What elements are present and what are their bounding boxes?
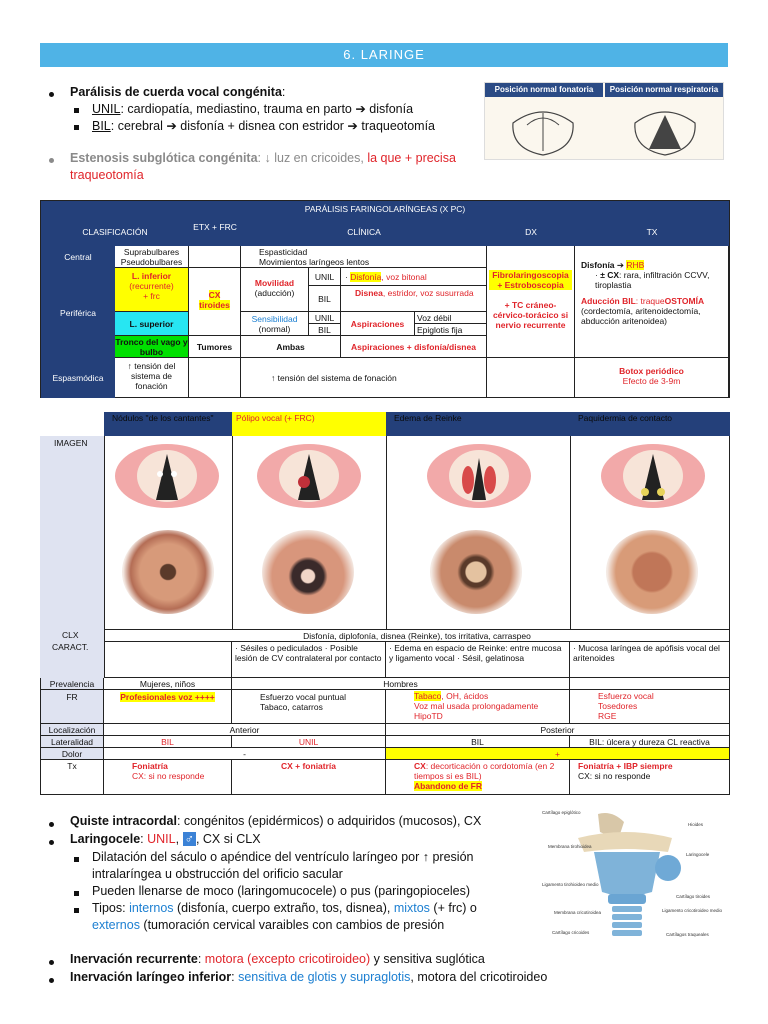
label-imagen: IMAGEN xyxy=(54,438,88,448)
prev-b: Hombres xyxy=(232,678,570,690)
quiste-line xyxy=(70,813,481,830)
espasmodica-blank xyxy=(189,358,241,398)
dx-tc: + TC cráneo-cérvico-torácico si nervio recurrente xyxy=(492,300,569,330)
square-bullet xyxy=(74,857,79,862)
disnea-text: , estridor, voz susurrada xyxy=(382,288,474,298)
tx-cx: ± CX xyxy=(600,270,620,280)
botox-label: Botox periódico xyxy=(619,366,684,376)
lat-c: BIL xyxy=(386,736,570,748)
laringocele-unil: UNIL xyxy=(147,832,176,846)
fr-c1b: , OH, ácidos xyxy=(441,691,489,701)
h-tx: TX xyxy=(575,218,729,246)
movilidad-label: Movilidad xyxy=(254,278,295,288)
tx-ostomia: OSTOMÍA xyxy=(664,296,705,306)
tipo-externos: externos xyxy=(92,918,140,932)
label-dolor: Dolor xyxy=(40,748,104,760)
nodulos-photo xyxy=(122,530,214,614)
cx-label: CX xyxy=(208,290,221,300)
central-tipos xyxy=(115,246,189,268)
label-caract: CARACT. xyxy=(52,642,89,652)
lat-b: UNIL xyxy=(232,736,386,748)
inervacion1-sensitiva: y sensitiva suglótica xyxy=(370,952,485,966)
tx-aduccion: Aducción BIL xyxy=(581,296,636,306)
polipo-photo xyxy=(262,530,354,614)
aspiraciones-disfonia xyxy=(341,336,487,358)
fr-a-text: Profesionales voz ++++ xyxy=(120,692,215,702)
prev-a: Mujeres, niños xyxy=(104,678,232,690)
h-etx: ETX + FRC xyxy=(189,218,241,246)
h-clinica: CLÍNICA xyxy=(241,218,487,246)
tx-cordectomia: (cordectomía, aritenoidectomía, abducción aritenoidea) xyxy=(581,306,701,326)
sensibilidad-label: Sensibilidad xyxy=(251,314,298,324)
tipo-mixtos-text: (+ frc) o xyxy=(429,901,477,915)
espasticidad: Espasticidad xyxy=(259,247,308,257)
tx-botox xyxy=(575,358,729,398)
loc-b: Posterior xyxy=(386,724,730,736)
inervacion-recurrente: Inervación recurrente: motora (excepto cricotiroideo) y sensitiva suglótica xyxy=(70,952,485,966)
bullet xyxy=(49,960,54,965)
label-lateralidad: Lateralidad xyxy=(40,736,104,748)
paquidermia-illustration xyxy=(598,440,708,510)
l-inferior-frc: + frc xyxy=(143,291,160,301)
cx-tiroides xyxy=(189,268,241,336)
disnea: Disnea xyxy=(355,288,383,298)
bil-cell-2: BIL xyxy=(309,324,341,336)
car-c: · Edema en espacio de Reinke: entre mucosa y ligamento vocal · Sésil, gelatinosa xyxy=(386,642,570,678)
label-prevalencia: Prevalencia xyxy=(40,678,104,690)
col-paquidermia: Paquidermia de contacto xyxy=(570,412,730,436)
inervacion2-sensitiva: sensitiva de glotis y supraglotis xyxy=(238,970,411,984)
tipo-internos-text: (disfonía, cuerpo extraño, tos, disnea), xyxy=(173,901,394,915)
paquidermia-photo xyxy=(606,530,698,614)
central-etx xyxy=(189,246,241,268)
disfonia-cell: · Disfonía, voz bitonal xyxy=(341,268,487,286)
unil-text: : cardiopatía, mediastino, trauma en parto ➔ disfonía xyxy=(120,102,414,116)
estenosis-highlight: la que + precisa traqueotomía xyxy=(70,151,456,182)
car-d: · Mucosa laríngea de apófisis vocal del aritenoides xyxy=(570,642,730,678)
col-polipo: Pólipo vocal (+ FRC) xyxy=(232,412,386,436)
lat-a: BIL xyxy=(104,736,232,748)
suprabulbares: Suprabulbares xyxy=(123,247,180,257)
row-periferica: Periférica xyxy=(41,268,115,358)
dx-blank xyxy=(487,358,575,398)
tx-d2: CX: si no responde xyxy=(578,771,651,781)
fr-b1: Esfuerzo vocal puntual xyxy=(260,692,346,702)
dx-fibrolaringoscopia: Fibrolaringoscopia + Estroboscopia xyxy=(489,270,572,290)
l-inferior xyxy=(115,268,189,312)
bil-cell: BIL xyxy=(309,286,341,312)
quiste-title: Quiste intracordal xyxy=(70,814,177,828)
efecto-label: Efecto de 3-9m xyxy=(622,376,681,386)
male-icon: ♂ xyxy=(184,832,194,846)
square-bullet xyxy=(74,891,79,896)
tabla1-title: PARÁLISIS FARINGOLARÍNGEAS (X PC) xyxy=(41,201,729,218)
label-tx: Tx xyxy=(40,760,104,795)
bullet xyxy=(49,92,54,97)
divider xyxy=(386,436,387,630)
figure-header-fonatoria: Posición normal fonatoria xyxy=(485,83,603,97)
fr-b2: Tabaco, catarros xyxy=(260,702,323,712)
voz-bitonal: , voz bitonal xyxy=(381,272,427,282)
tipo-externos-text: (tumoración cervical varaibles con cambios de presión xyxy=(139,918,445,932)
unil-cell: UNIL xyxy=(309,268,341,286)
unil-line xyxy=(92,101,413,118)
h-clasificacion: CLASIFICACIÓN xyxy=(41,218,189,246)
bullet xyxy=(49,822,54,827)
dx-cell xyxy=(487,246,575,358)
aspiraciones xyxy=(341,312,415,336)
espasmodica-clinica: ↑ tensión del sistema de fonación xyxy=(241,358,487,398)
col-reinke: Edema de Reinke xyxy=(386,412,570,436)
inervacion2-title: Inervación laríngeo inferior xyxy=(70,970,232,984)
estenosis-text: : ↓ luz en cricoides, xyxy=(257,151,368,165)
row-central: Central xyxy=(41,246,115,268)
prev-c xyxy=(570,678,730,690)
label-fr: FR xyxy=(40,690,104,724)
tx-disfonia: Disfonía xyxy=(581,260,615,270)
loc-a: Anterior xyxy=(104,724,386,736)
glottis-figure xyxy=(484,82,724,160)
label-laringocele: Laringocele xyxy=(686,852,710,857)
ambas: Ambas xyxy=(241,336,341,358)
reinke-photo xyxy=(430,530,522,614)
label-localizacion: Localización xyxy=(40,724,104,736)
tx-c xyxy=(386,760,570,795)
laringocele-title: Laringocele xyxy=(70,832,141,846)
fr-d2: Tosedores xyxy=(598,701,638,711)
tx-c2: Abandono de FR xyxy=(414,781,482,791)
label-tiroides: Cartílago tiroides xyxy=(676,894,711,899)
estenosis-line xyxy=(70,150,480,184)
paralisis-congenita: Parálisis de cuerda vocal congénita: xyxy=(70,85,286,99)
reinke-illustration xyxy=(424,440,534,510)
square-bullet xyxy=(74,108,79,113)
l-superior-label: L. superior xyxy=(129,319,174,329)
divider xyxy=(570,436,571,630)
label-cricoides: Cartílago cricoides xyxy=(552,930,590,935)
tx-d xyxy=(570,760,730,795)
inervacion1-title: Inervación recurrente xyxy=(70,952,198,966)
tabla-lesiones xyxy=(40,412,730,795)
polipo-illustration xyxy=(254,440,364,510)
espasmodica-etx: ↑ tensión del sistema de fonación xyxy=(115,358,189,398)
aspiraciones-label: Aspiraciones xyxy=(350,319,405,329)
fr-c2: Voz mal usada prolongadamente xyxy=(414,701,539,711)
l-superior xyxy=(115,312,189,336)
tipo-mixtos: mixtos xyxy=(393,901,430,915)
tronco-label: Tronco del vago y bulbo xyxy=(115,337,188,357)
quiste-text: : congénitos (epidérmicos) o adquiridos (mucosos), CX xyxy=(176,814,482,828)
label-lig-cricotiroideo: Ligamento cricotiroideo medio xyxy=(662,908,723,913)
unil-cell-2: UNIL xyxy=(309,312,341,324)
bil-key: BIL xyxy=(92,119,111,133)
page-title: 6. LARINGE xyxy=(40,43,728,67)
bil-line xyxy=(92,118,435,135)
inervacion1-motora: motora (excepto cricotiroideo) xyxy=(204,952,371,966)
label-cricotiroidea: Membrana cricotiroidea xyxy=(554,910,602,915)
tx-cx-text: : rara, infiltración CCVV, tiroplastia xyxy=(595,270,710,290)
car-b: · Sésiles o pediculados · Posible lesión de CV contralateral por contacto xyxy=(232,642,386,678)
dol-a: - xyxy=(104,748,386,760)
tx-cell: Disfonía ➔ RHB · ± CX: rara, infiltración CCVV, tiroplastia Aducción BIL: traqueOSTOMÍA (cordectomía, aritenoidectomía, abducción aritenoidea) xyxy=(575,246,729,358)
l-inferior-label: L. inferior xyxy=(131,271,172,281)
laringocele-sub1: Dilatación del sáculo o apéndice del ventrículo laríngeo por ↑ presión intralaríngea u obstrucción del orificio sacular xyxy=(92,850,474,881)
movimientos-lentos: Movimientos laríngeos lentos xyxy=(259,257,370,267)
h-dx: DX xyxy=(487,218,575,246)
bullet xyxy=(49,978,54,983)
tx-a1: Foniatría xyxy=(132,761,168,771)
tx-d1: Foniatría + IBP siempre xyxy=(578,761,673,771)
nodulos-illustration xyxy=(112,440,222,510)
aspiraciones-disfonia-label: Aspiraciones + disfonía/disnea xyxy=(351,342,476,352)
tipo-internos: internos xyxy=(129,901,174,915)
car-a xyxy=(104,642,232,678)
l-inferior-recurrente: (recurrente) xyxy=(129,281,174,291)
inervacion-laringeo: Inervación laríngeo inferior: sensitiva de glotis y supraglotis, motora del cricotiroideo xyxy=(70,970,548,984)
fr-d xyxy=(570,690,730,724)
aduccion-label: (aducción) xyxy=(254,288,295,298)
movilidad xyxy=(241,268,309,312)
clx-text: Disfonía, diplofonía, disnea (Reinke), tos irritativa, carraspeo xyxy=(104,630,730,642)
sensibilidad xyxy=(241,312,309,336)
label-traqueales: Cartílagos traqueales xyxy=(666,932,709,937)
fr-d3: RGE xyxy=(598,711,617,721)
inervacion2-motora: , motora del cricotiroideo xyxy=(410,970,548,984)
estenosis-title: Estenosis subglótica congénita xyxy=(70,151,258,165)
paralisis-title: Parálisis de cuerda vocal congénita xyxy=(70,85,282,99)
fr-c xyxy=(386,690,570,724)
tx-c1b: : decorticación o cordotomía (en 2 tiempos si es BIL) xyxy=(414,761,555,781)
laringocele-sub2: Pueden llenarse de moco (laringomucocele) o pus (paringopioceles) xyxy=(92,884,470,898)
dol-b: + xyxy=(386,748,730,760)
epiglotis-fija: Epiglotis fija xyxy=(415,324,487,336)
tx-a2: CX: si no responde xyxy=(132,771,205,781)
laringocele-line: Laringocele: UNIL, ♂ , CX si CLX xyxy=(70,832,261,846)
row-espasmodica: Espasmódica xyxy=(41,358,115,398)
fr-d1: Esfuerzo vocal xyxy=(598,691,654,701)
laringocele-sub3 xyxy=(92,900,512,934)
tabla-paralisis xyxy=(40,200,730,398)
square-bullet xyxy=(74,125,79,130)
bullet xyxy=(49,158,54,163)
label-hioides: Hioides xyxy=(688,822,704,827)
fr-a xyxy=(104,690,232,724)
col-nodulos: Nódulos "de los cantantes" xyxy=(104,412,232,436)
central-clinica xyxy=(241,246,487,268)
normal-label: (normal) xyxy=(258,324,291,334)
tx-traque: : traque xyxy=(635,296,665,306)
tronco-vago xyxy=(115,336,189,358)
lat-d: BIL: úlcera y dureza CL reactiva xyxy=(570,736,730,748)
tumores: Tumores xyxy=(189,336,241,358)
bil-text: : cerebral ➔ disfonía + disnea con estridor ➔ traqueotomía xyxy=(110,119,436,133)
glottis-drawing xyxy=(485,97,725,161)
label-lig-tirohioideo: Ligamento tirohioideo medio xyxy=(542,882,599,887)
laringocele-figure xyxy=(528,808,724,942)
tx-b: CX + foniatría xyxy=(232,760,386,795)
tiroides-label: tiroides xyxy=(199,300,230,310)
fr-b xyxy=(232,690,386,724)
label-epiglotico: Cartílago epiglótico xyxy=(542,810,581,815)
label-tirohioidea: Membrana tirohioidea xyxy=(548,844,592,849)
disnea-cell xyxy=(341,286,487,312)
laringocele-text: , CX si CLX xyxy=(195,832,261,846)
voz-debil: Voz débil xyxy=(415,312,487,324)
figure-header-respiratoria: Posición normal respiratoria xyxy=(605,83,723,97)
tx-c1: CX xyxy=(414,761,426,771)
square-bullet xyxy=(74,908,79,913)
unil-key: UNIL xyxy=(92,102,121,116)
fr-c1: Tabaco xyxy=(414,691,442,701)
tx-a xyxy=(104,760,232,795)
label-clx: CLX xyxy=(62,630,79,640)
tipos-label: Tipos: xyxy=(92,901,130,915)
bullet xyxy=(49,840,54,845)
pseudobulbares: Pseudobulbares xyxy=(120,257,183,267)
divider xyxy=(232,436,233,630)
fr-c3: HipoTD xyxy=(414,711,443,721)
disfonia: Disfonía xyxy=(350,272,382,282)
tx-rhb: RHB xyxy=(626,260,645,270)
